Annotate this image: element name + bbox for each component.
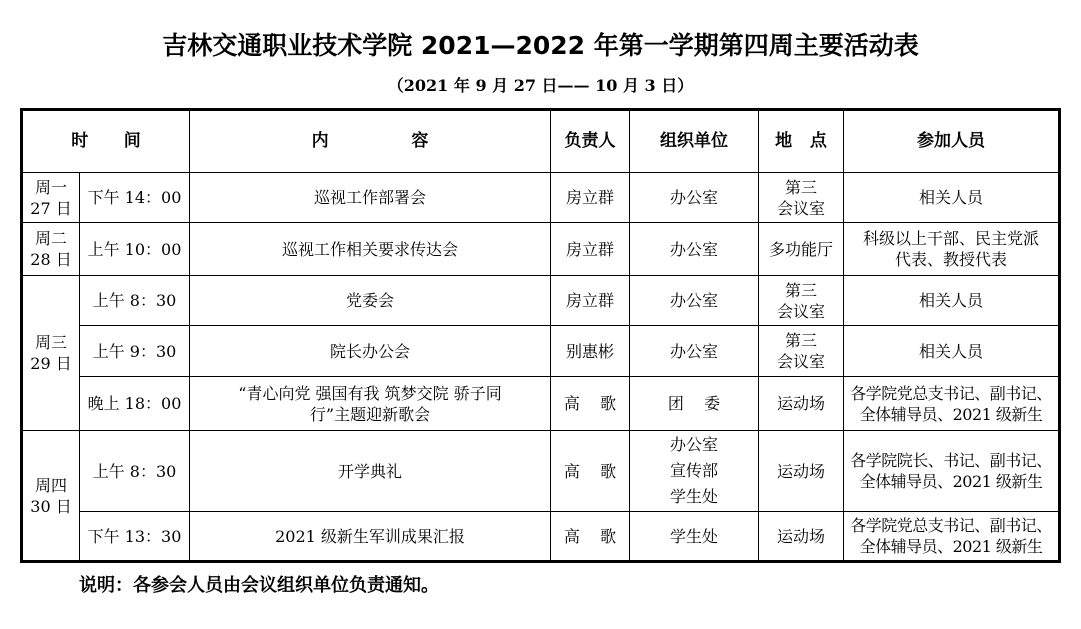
time-cell: 上午 9：30: [80, 326, 190, 377]
table-row: [22, 326, 1060, 377]
participants-cell: 各学院党总支书记、副书记、 全体辅导员、2021 级新生: [844, 377, 1060, 431]
time-cell: 上午 8：30: [80, 431, 190, 512]
content-cell: 院长办公会: [190, 326, 551, 377]
place-cell: 运动场: [759, 512, 844, 562]
participants-cell: 科级以上干部、民主党派 代表、教授代表: [844, 223, 1060, 276]
time-cell: 上午 8：30: [80, 276, 190, 326]
footnote: 说明：各参会人员由会议组织单位负责通知。: [79, 575, 439, 596]
place-cell: 第三 会议室: [759, 173, 844, 223]
place-cell: 运动场: [759, 431, 844, 512]
day-cell: 周三 29 日: [22, 276, 80, 431]
table-row: [22, 431, 1060, 512]
owner-cell: 房立群: [551, 276, 630, 326]
place-cell: 第三 会议室: [759, 326, 844, 377]
day-cell: 周四 30 日: [22, 431, 80, 562]
date-range: （2021 年 9 月 27 日—— 10 月 3 日）: [387, 76, 694, 95]
org-cell: 办公室: [630, 326, 759, 377]
participants-cell: 相关人员: [844, 326, 1060, 377]
header-org: 组织单位: [630, 110, 759, 173]
table-row: [22, 377, 1060, 431]
content-cell: 党委会: [190, 276, 551, 326]
org-cell: 办公室: [630, 173, 759, 223]
activity-table: [20, 108, 1061, 563]
day-cell: 周一 27 日: [22, 173, 80, 223]
table-row: [22, 276, 1060, 326]
day-cell: 周二 28 日: [22, 223, 80, 276]
owner-cell: 房立群: [551, 173, 630, 223]
header-time: 时 间: [22, 110, 190, 173]
owner-cell: 房立群: [551, 223, 630, 276]
time-cell: 晚上 18：00: [80, 377, 190, 431]
header-place: 地 点: [759, 110, 844, 173]
participants-cell: 各学院院长、书记、副书记、 全体辅导员、2021 级新生: [844, 431, 1060, 512]
owner-cell: 别惠彬: [551, 326, 630, 377]
time-cell: 下午 14：00: [80, 173, 190, 223]
content-cell: 巡视工作相关要求传达会: [190, 223, 551, 276]
content-cell: 开学典礼: [190, 431, 551, 512]
owner-cell: 高 歌: [551, 377, 630, 431]
page-title: 吉林交通职业技术学院 2021—2022 年第一学期第四周主要活动表: [162, 31, 919, 60]
org-cell: 团 委: [630, 377, 759, 431]
table-row: [22, 173, 1060, 223]
org-cell: 办公室 宣传部 学生处: [630, 431, 759, 512]
content-cell: “青心向党 强国有我 筑梦交院 骄子同 行”主题迎新歌会: [190, 377, 551, 431]
org-cell: 办公室: [630, 276, 759, 326]
participants-cell: 各学院党总支书记、副书记、 全体辅导员、2021 级新生: [844, 512, 1060, 562]
place-cell: 第三 会议室: [759, 276, 844, 326]
table-row: [22, 512, 1060, 562]
participants-cell: 相关人员: [844, 173, 1060, 223]
content-cell: 2021 级新生军训成果汇报: [190, 512, 551, 562]
place-cell: 多功能厅: [759, 223, 844, 276]
table-header-row: [22, 110, 1060, 173]
header-participants: 参加人员: [844, 110, 1060, 173]
header-owner: 负责人: [551, 110, 630, 173]
table-row: [22, 223, 1060, 276]
owner-cell: 高 歌: [551, 512, 630, 562]
place-cell: 运动场: [759, 377, 844, 431]
time-cell: 下午 13：30: [80, 512, 190, 562]
participants-cell: 相关人员: [844, 276, 1060, 326]
org-cell: 办公室: [630, 223, 759, 276]
content-cell: 巡视工作部署会: [190, 173, 551, 223]
owner-cell: 高 歌: [551, 431, 630, 512]
header-content: 内 容: [190, 110, 551, 173]
org-cell: 学生处: [630, 512, 759, 562]
time-cell: 上午 10：00: [80, 223, 190, 276]
